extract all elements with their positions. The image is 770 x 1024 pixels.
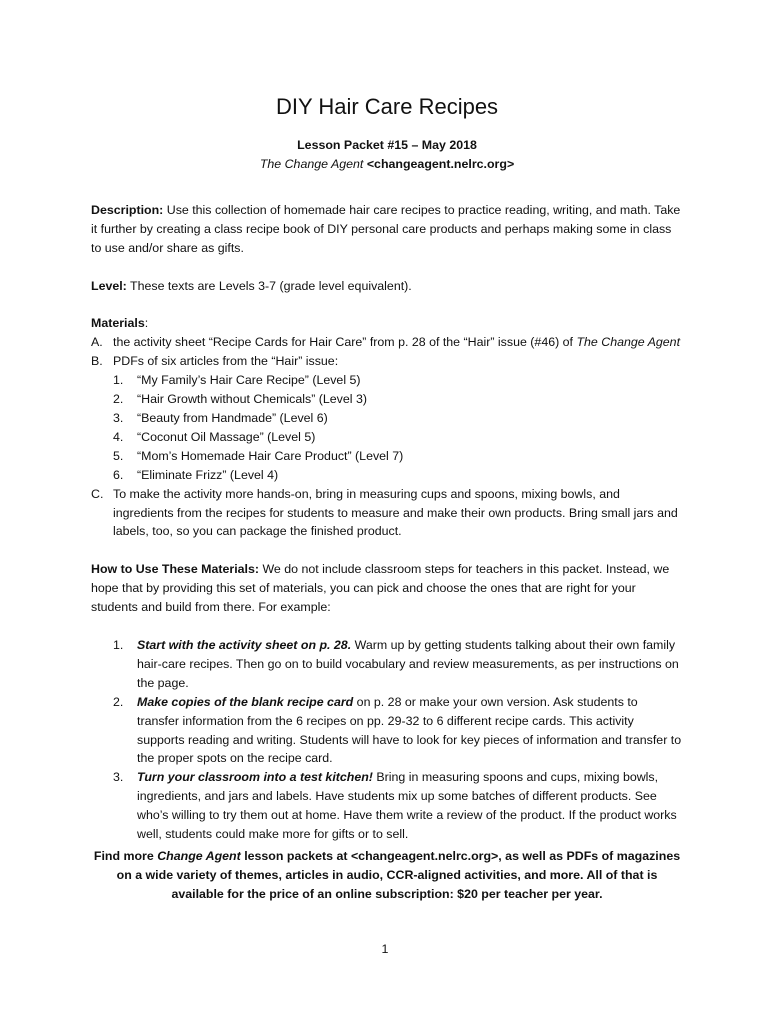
magazine-title: Change Agent [157, 849, 241, 863]
step-heading: Start with the activity sheet on p. 28. [137, 638, 352, 653]
page-title: DIY Hair Care Recipes [275, 94, 499, 119]
magazine-title: The Change Agent [576, 335, 681, 350]
list-item: 1. “My Family’s Hair Care Recipe” (Level 5) [113, 373, 361, 388]
source-italic: The Change Agent [259, 156, 364, 171]
item-text: PDFs of six articles from the “Hair” issue: [113, 354, 339, 369]
materials-label: Materials [91, 316, 145, 331]
materials-item-a [91, 333, 683, 352]
list-item: 6. “Eliminate Frizz” (Level 4) [113, 467, 279, 482]
source-url: <changeagent.nelrc.org> [363, 156, 515, 171]
how-to-use-label: How to Use These Materials: [91, 562, 260, 577]
description-paragraph [91, 201, 683, 258]
page-number: 1 [381, 942, 389, 956]
article-list [113, 371, 683, 484]
document-page [91, 92, 683, 904]
list-item: 2. Make copies of the blank recipe card on p. 28 or make your own version. Ask students to transfer information from the 6 recipes on pp. 29-32 to 6 different recipe cards. This activity supports reading and writing. Students will have to look for key pieces of information and transfer to the proper spots on the recipe card. [113, 694, 682, 766]
list-item: 3. Turn your classroom into a test kitchen! Bring in measuring spoons and cups, mixing bowls, ingredients, and jars and labels. Have students mix up some batches of different products. See who’s willing to try them out at home. Have them write a review of the product. If the product works well, students could make more for gifts or to sell. [113, 770, 677, 842]
materials-section [91, 314, 683, 541]
materials-colon: : [144, 316, 149, 331]
description-text: Use this collection of homemade hair care recipes to practice reading, writing, and math. Take it further by creating a class recipe book of DIY personal care products and perhaps making some in class to use and/or share as gifts. [91, 202, 681, 255]
step-heading: Turn your classroom into a test kitchen! [137, 770, 373, 785]
list-item: 4. “Coconut Oil Massage” (Level 5) [113, 429, 316, 444]
step-heading: Make copies of the blank recipe card [137, 694, 354, 709]
level-paragraph [91, 277, 683, 296]
list-item: 3. “Beauty from Handmade” (Level 6) [113, 410, 328, 425]
source-line [91, 155, 683, 174]
description-label: Description: [91, 202, 164, 217]
level-label: Level: [91, 278, 127, 293]
how-to-steps [113, 636, 683, 844]
how-to-use-paragraph [91, 560, 683, 617]
subscription-footer: Find more Change Agent lesson packets at <changeagent.nelrc.org>, as well as PDFs of magazines on a wide variety of themes, articles in audio, CCR-aligned activities, and more. All of that is available for the price of an online subscription: $20 per teacher per year. [93, 849, 681, 901]
item-letter: C. [91, 486, 104, 501]
how-to-use-text: We do not include classroom steps for teachers in this packet. Instead, we hope that by providing this set of materials, you can pick and choose the ones that are right for your students and build from there. For example: [91, 562, 670, 615]
list-item: 2. “Hair Growth without Chemicals” (Level 3) [113, 392, 367, 407]
level-text: These texts are Levels 3-7 (grade level equivalent). [126, 278, 412, 293]
materials-item-b [91, 352, 683, 371]
item-text: the activity sheet “Recipe Cards for Hair Care” from p. 28 of the “Hair” issue (#46) of The Change Agent [113, 335, 681, 350]
materials-heading [91, 314, 683, 333]
lesson-packet-subtitle: Lesson Packet #15 – May 2018 [297, 138, 477, 152]
item-letter: B. [91, 354, 103, 369]
materials-item-c [91, 485, 683, 542]
list-item: 1. Start with the activity sheet on p. 28. Warm up by getting students talking about their own family hair-care recipes. Then go on to build vocabulary and review measurements, as per instructions on the page. [113, 638, 679, 690]
list-item: 5. “Mom’s Homemade Hair Care Product” (Level 7) [113, 448, 404, 463]
item-text: To make the activity more hands-on, bring in measuring cups and spoons, mixing bowls, and ingredients from the recipes for students to measure and make their own products. Bring small jars and labels, too, so you can package the finished product. [113, 486, 678, 539]
item-letter: A. [91, 335, 103, 350]
